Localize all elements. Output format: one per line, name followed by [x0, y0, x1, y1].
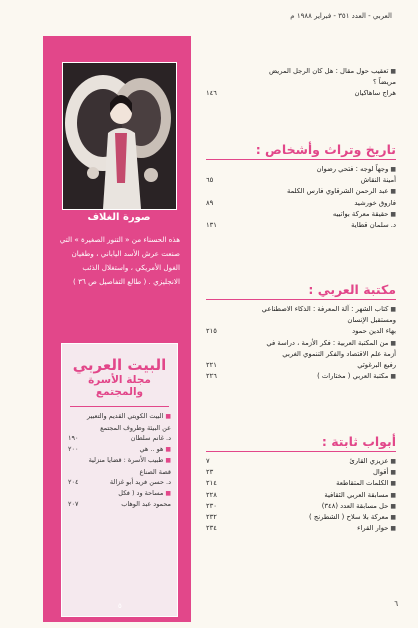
entry-page: ٢٠٠	[68, 444, 79, 453]
entry-title: ■ مساحة ود ( فكل	[68, 488, 171, 500]
entry-page	[206, 209, 226, 220]
toc-entry	[206, 523, 396, 534]
section-title: مكتبة العربي :	[206, 282, 396, 300]
entry-title: ■ مكتبة العربي ( مختارات )	[226, 371, 396, 382]
toc-section-history	[206, 142, 396, 231]
entry-title: د. حسن فريد أبو غزالة	[109, 478, 171, 486]
toc-section-fixed	[206, 434, 396, 534]
toc-entry	[206, 478, 396, 489]
entry-title: ■ معركة بلا سلاح ( الشطرنج )	[226, 512, 396, 523]
cover-image	[62, 62, 177, 210]
entry-page: ٢٢٦	[206, 372, 217, 381]
toc-entry	[206, 164, 396, 175]
entry-title: قصة الصناع	[139, 467, 171, 476]
toc-entry	[206, 326, 396, 337]
toc-entry	[206, 490, 396, 501]
inset-title: البيت العربي	[72, 356, 167, 374]
entry-title: محمود عبد الوهاب	[121, 500, 171, 508]
entry-title: ■ الكلمات المتقاطعة	[226, 478, 396, 489]
toc-list	[206, 456, 396, 534]
toc-entry	[68, 455, 171, 467]
entry-title: مريضاً ؟	[372, 78, 396, 87]
entry-title: ■ من المكتبة العربية : فكر الأزمة ، دراسة في	[226, 338, 396, 349]
entry-title: د. غانم سلطان	[130, 434, 171, 442]
toc-top	[206, 66, 396, 100]
entry-page: ٢١٥	[206, 327, 217, 336]
entry-page: ٢٠٤	[68, 478, 79, 486]
toc-entry	[68, 423, 171, 434]
entry-title: ■ مسابقة العربي الثقافية	[226, 490, 396, 501]
entry-title: ■ البيت الكويتي القديم والتعبير	[68, 411, 171, 423]
toc-entry	[206, 338, 396, 349]
entry-page: ٢٢٨	[206, 490, 217, 499]
entry-title: ■ حقيقة معركة بواتييه	[226, 209, 396, 220]
entry-title: أزمة علم الاقتصاد والفكر التنموي الغربي	[282, 349, 396, 358]
toc-entry	[206, 88, 396, 99]
entry-title: ■ عبد الرحمن الشرقاوي فارس الكلمة	[226, 186, 396, 197]
inset-box	[61, 343, 178, 617]
entry-page: ١٤٦	[206, 89, 217, 98]
toc-entry	[68, 477, 171, 488]
entry-page: ١٣١	[206, 221, 217, 230]
entry-title: رفيع البرغوثي	[357, 361, 396, 370]
toc-list	[206, 304, 396, 382]
entry-title: ■ عزيزي القارئ	[226, 456, 396, 467]
section-title: تاريخ وتراث وأشخاص :	[206, 142, 396, 160]
toc-entry	[68, 411, 171, 423]
entry-page	[206, 186, 226, 197]
entry-page: ٢١٤	[206, 479, 217, 488]
entry-title: ■ هو .. هي	[78, 444, 171, 456]
toc-entry	[206, 456, 396, 467]
toc-entry	[206, 77, 396, 88]
entry-page: ٢٣	[206, 468, 214, 477]
entry-page	[206, 338, 226, 349]
entry-page: ٢٣٤	[206, 524, 217, 533]
entry-page	[206, 66, 226, 77]
toc-entry	[206, 349, 396, 360]
toc-list	[206, 164, 396, 231]
entry-page	[206, 304, 226, 315]
inset-subtitle: مجلة الأسرة	[88, 374, 151, 386]
toc-entry	[206, 512, 396, 523]
toc-entry	[206, 209, 396, 220]
entry-page: ٧	[206, 457, 210, 465]
inset-subtitle: والمجتمع	[95, 386, 144, 398]
entry-title: د. سلمان قطاية	[351, 221, 396, 230]
toc-entry	[206, 315, 396, 326]
entry-title: ■ أقوال	[226, 467, 396, 478]
toc-section-library	[206, 282, 396, 382]
section-title: أبواب ثابتة :	[206, 434, 396, 452]
entry-page	[206, 77, 226, 88]
toc-entry	[68, 499, 171, 510]
entry-page	[206, 315, 226, 326]
toc-entry	[68, 433, 171, 444]
entry-page: ٢٣٠	[206, 501, 217, 510]
inset-list	[62, 411, 177, 510]
entry-page: ١٩٠	[68, 434, 79, 442]
toc-entry	[206, 360, 396, 371]
toc-entry	[206, 501, 396, 512]
page-number: ٦	[394, 600, 398, 608]
toc-entry	[206, 186, 396, 197]
toc-entry	[206, 66, 396, 77]
entry-title: ■ حوار القراء	[226, 523, 396, 534]
divider	[70, 406, 169, 407]
page-number: ٥	[118, 602, 122, 610]
entry-title: ■ طبيب الأسرة : قضايا منزلية	[68, 455, 171, 467]
toc-entry	[68, 444, 171, 456]
entry-title: فاروق خورشيد	[354, 198, 396, 207]
toc-entry	[206, 304, 396, 315]
entry-title: ■ وجهاً لوجه : فتحي رضوان	[226, 164, 396, 175]
entry-title: ■ تعقيب حول مقال : هل كان الرجل المريض	[226, 66, 396, 77]
toc-entry	[206, 467, 396, 478]
entry-title: هراج ساهاكيان	[354, 89, 396, 98]
entry-title: ■ حل مسابقة العدد (٣٤٨)	[226, 501, 396, 512]
entry-title: ومستقبل الإنسان	[347, 316, 396, 325]
entry-page	[206, 349, 226, 360]
entry-page: ٢٠٧	[68, 500, 79, 508]
cover-caption: صورة الغلاف	[87, 212, 151, 223]
entry-page: ٢٣٢	[206, 513, 217, 522]
toc-entry	[206, 175, 396, 186]
entry-title: عن البيئة وظروف المجتمع	[100, 423, 171, 432]
entry-page	[206, 164, 226, 175]
toc-top-list	[206, 66, 396, 100]
entry-title: ■ كتاب الشهر : آلة المعرفة : الذكاء الاصطناعي	[226, 304, 396, 315]
entry-title: أمينة النقاش	[360, 176, 396, 185]
toc-entry	[206, 220, 396, 231]
toc-entry	[206, 371, 396, 382]
running-header: العربي - العدد ٣٥١ - فبراير ١٩٨٨ م	[290, 12, 392, 20]
entry-title: بهاء الدين حمود	[352, 327, 396, 336]
entry-page: ٨٩	[206, 198, 214, 207]
toc-entry	[68, 467, 171, 478]
entry-page: ٦٥	[206, 176, 214, 185]
entry-page: ٢٢١	[206, 361, 217, 370]
toc-entry	[68, 488, 171, 500]
toc-entry	[206, 198, 396, 209]
cover-description: هذه الحسناء من « التنور الصغيرة » التي صنعت عرش الأسد الياباني ، وطغيان الغول الأمريكي ، واستغلال الذئب الانجليزي . ( طالع التفاصيل ص ٣٦ )	[59, 235, 180, 286]
